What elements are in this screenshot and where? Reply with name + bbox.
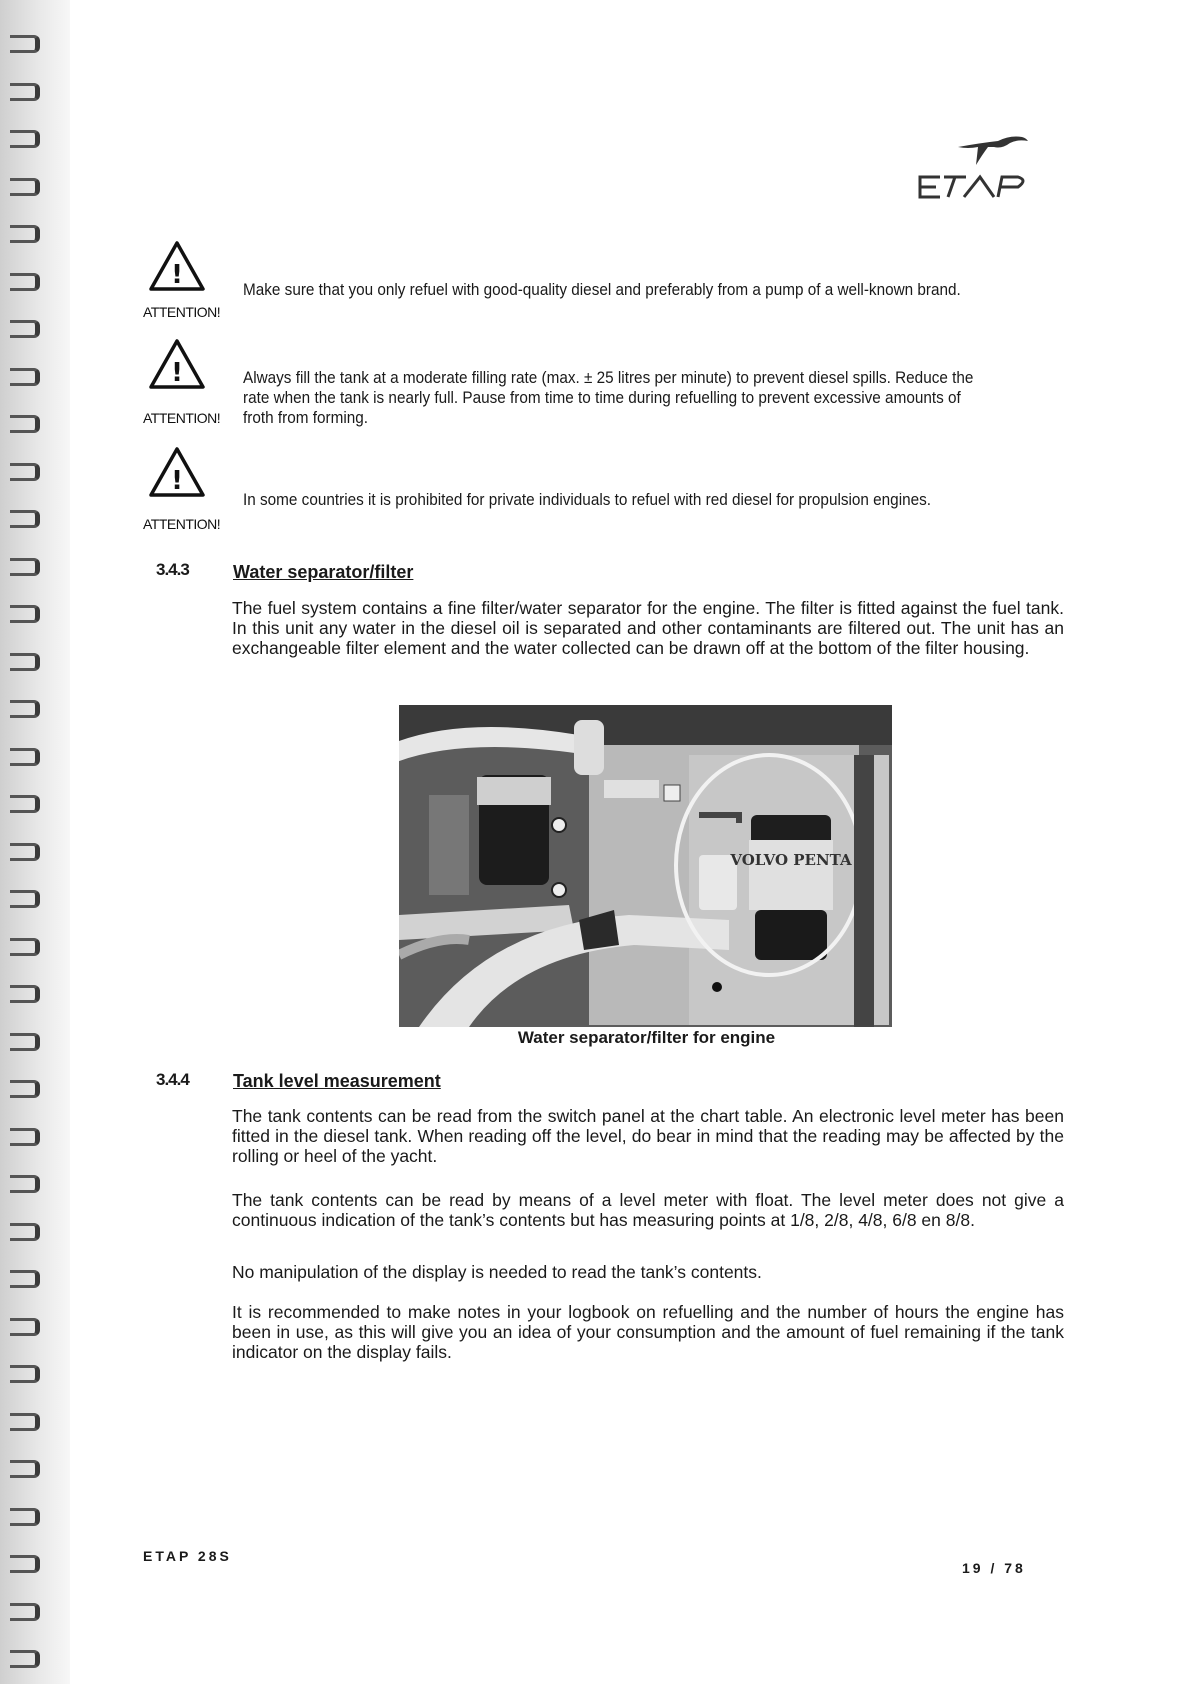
binding-ring xyxy=(10,605,40,623)
binding-ring xyxy=(10,843,40,861)
binding-ring xyxy=(10,83,40,101)
binding-ring xyxy=(10,1080,40,1098)
warning-triangle-icon xyxy=(148,446,206,498)
binding-ring xyxy=(10,1460,40,1478)
paragraph: The tank contents can be read by means of a level meter with float. The level meter does not give a continuous indication of the tank’s contents but has measuring points at 1/8, 2/8, 4/8, 6/8 en 8/8. xyxy=(232,1190,1064,1230)
warning-text: In some countries it is prohibited for private individuals to refuel with red diesel for propulsion engines. xyxy=(243,490,932,509)
binding-ring xyxy=(10,1318,40,1336)
warning-triangle-icon xyxy=(148,240,206,292)
etap-wordmark xyxy=(920,177,1023,197)
binding-ring xyxy=(10,890,40,908)
attention-label: ATTENTION! xyxy=(143,410,221,426)
footer-model: ETAP 28S xyxy=(143,1548,232,1564)
binding-ring xyxy=(10,558,40,576)
binding-ring xyxy=(10,1270,40,1288)
binding-ring xyxy=(10,1033,40,1051)
binding-ring xyxy=(10,463,40,481)
paragraph: The fuel system contains a fine filter/water separator for the engine. The filter is fitted against the fuel tank. In this unit any water in the diesel oil is separated and other contaminants are filtered out. The unit has an exchangeable filter element and the water collected can be drawn off at the bottom of the filter housing. xyxy=(232,598,1064,658)
binding-ring xyxy=(10,1555,40,1573)
warning-text: Make sure that you only refuel with good-quality diesel and preferably from a pump of a well-known brand. xyxy=(243,280,961,299)
svg-text:!: ! xyxy=(171,466,183,496)
binding-ring xyxy=(10,795,40,813)
svg-text:!: ! xyxy=(171,260,183,290)
page-number: 19 / 78 xyxy=(962,1560,1026,1576)
svg-text:!: ! xyxy=(171,358,183,388)
binding-ring xyxy=(10,653,40,671)
paragraph: No manipulation of the display is needed to read the tank’s contents. xyxy=(232,1262,762,1282)
binding-ring xyxy=(10,938,40,956)
binding-ring xyxy=(10,1175,40,1193)
binding-ring xyxy=(10,273,40,291)
binding-ring xyxy=(10,130,40,148)
binding-ring xyxy=(10,35,40,53)
binding-ring xyxy=(10,1128,40,1146)
warning-text: Always fill the tank at a moderate filling rate (max. ± 25 litres per minute) to prevent diesel spills. Reduce the rate when the tank is nearly full. Pause from time to time during refuelling to prevent excessive amounts of froth from forming. xyxy=(243,368,974,427)
binding-ring xyxy=(10,225,40,243)
binding-ring xyxy=(10,1223,40,1241)
section-number: 3.4.3 xyxy=(156,560,189,579)
section-title: Water separator/filter xyxy=(233,562,414,582)
binding-ring xyxy=(10,985,40,1003)
filter-brand-label: VOLVO PENTA xyxy=(730,851,852,869)
section-title: Tank level measurement xyxy=(233,1071,441,1091)
attention-label: ATTENTION! xyxy=(143,516,221,532)
binding-ring xyxy=(10,320,40,338)
paragraph: It is recommended to make notes in your logbook on refuelling and the number of hours the engine has been in use, as this will give you an idea of your consumption and the amount of fuel remaining if the tank indicator on the display fails. xyxy=(232,1302,1064,1362)
paragraph: The tank contents can be read from the switch panel at the chart table. An electronic level meter has been fitted in the diesel tank. When reading off the level, do bear in mind that the reading may be affected by the rolling or heel of the yacht. xyxy=(232,1106,1064,1166)
binding-ring xyxy=(10,178,40,196)
binding-ring xyxy=(10,415,40,433)
attention-label: ATTENTION! xyxy=(143,304,221,320)
binding-ring xyxy=(10,1603,40,1621)
section-number: 3.4.4 xyxy=(156,1070,189,1089)
etap-logo xyxy=(910,125,1070,215)
binding-ring xyxy=(10,1413,40,1431)
photo-caption: Water separator/filter for engine xyxy=(517,1028,776,1047)
binding-ring xyxy=(10,510,40,528)
water-separator-photo xyxy=(399,705,892,1027)
binding-ring xyxy=(10,1508,40,1526)
binding-ring xyxy=(10,700,40,718)
binding-ring xyxy=(10,1365,40,1383)
warning-triangle-icon xyxy=(148,338,206,390)
binding-ring xyxy=(10,368,40,386)
binding-ring xyxy=(10,1650,40,1668)
binding-ring xyxy=(10,748,40,766)
bird-icon xyxy=(958,137,1028,166)
